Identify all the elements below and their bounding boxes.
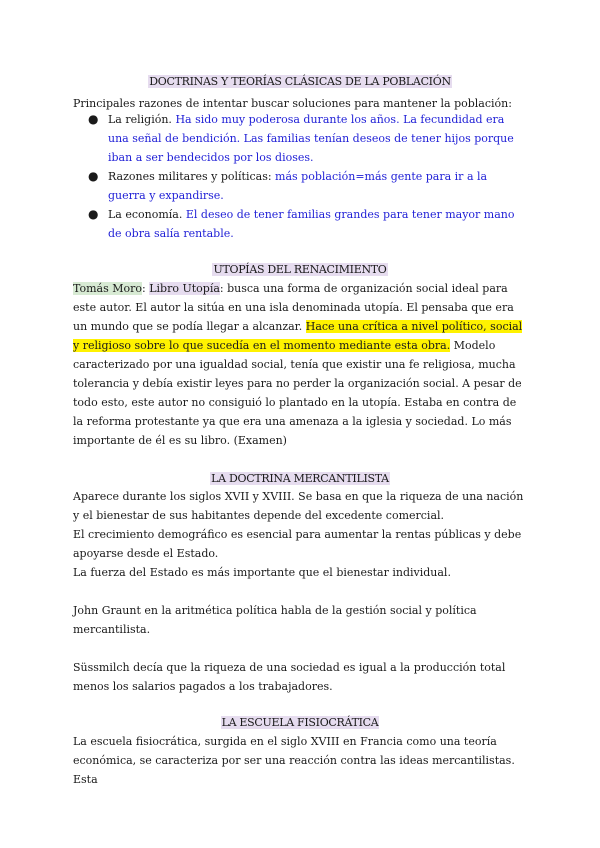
mercantilista-text: Aparece durante los siglos XVII y XVIII. Se basa en que la riqueza de una nación y el bienestar de sus habitantes depende del excedente comercial. El crecimiento demográfico es esencial para aumentar la rentas públicas y debe apoyarse desde el Estado. La fuerza del Estado es más importante que el bienestar individual. John Graunt en la aritmética política habla de la gestión social y política mercantilista. Süssmilch decía que la riqueza de una sociedad es igual a la producción total menos los salarios pagados a los trabajadores. [73, 490, 524, 693]
section-heading-mercantilista: LA DOCTRINA MERCANTILISTA [211, 472, 389, 485]
bullet-icon: ● [88, 112, 99, 126]
bullet-icon: ● [88, 207, 99, 221]
list-item-religion: ● La religión. Ha sido muy poderosa durante los años. La fecundidad era una señal de bendición. Las familias tenían deseos de tener hijos porque iban a ser bendecidos por los dioses. [88, 112, 514, 164]
reasons-list [88, 110, 528, 243]
section-heading-utopias: UTOPÍAS DEL RENACIMIENTO [213, 263, 387, 276]
intro-text: Principales razones de intentar buscar soluciones para mantener la población: [73, 97, 512, 110]
bullet-icon: ● [88, 169, 99, 183]
book-title: Libro Utopía [149, 282, 220, 295]
fisiocratica-text: La escuela fisiocrática, surgida en el siglo XVIII en Francia como una teoría económica, se caracteriza por ser una reacción contra las ideas mercantilistas. Esta [73, 735, 515, 786]
section-heading-doctrinas: DOCTRINAS Y TEORÍAS CLÁSICAS DE LA POBLACIÓN [149, 75, 451, 88]
author-name: Tomás Moro [73, 282, 143, 295]
list-item-militares: ● Razones militares y políticas: más población=más gente para ir a la guerra y expandirse. [88, 169, 488, 202]
highlighted-sentence: Hace una crítica a nivel político, social y religioso sobre lo que sucedía en el momento mediante esta obra. [73, 320, 523, 352]
utopia-paragraph: Tomás Moro: Libro Utopía: busca una forma de organización social ideal para este autor. El autor la sitúa en una isla denominada utopía. El pensaba que era un mundo que se podía llegar a alcanzar. Hace una crítica a nivel político, social y religioso sobre lo que sucedía en el momento mediante esta obra. Modelo caracterizado por una igualdad social, tenía que existir una fe religiosa, mucha tolerancia y debía existir leyes para no perder la organización social. A pesar de todo esto, este autor no consiguió lo plantado en la utopía. Estaba en contra de la reforma protestante ya que era una amenaza a la iglesia y sociedad. Lo más importante de él es su libro. (Examen) [73, 282, 523, 447]
section-heading-fisiocratica: LA ESCUELA FISIOCRÁTICA [221, 716, 379, 729]
list-item-economia: ● La economía. El deseo de tener familias grandes para tener mayor mano de obra salía rentable. [88, 207, 515, 240]
